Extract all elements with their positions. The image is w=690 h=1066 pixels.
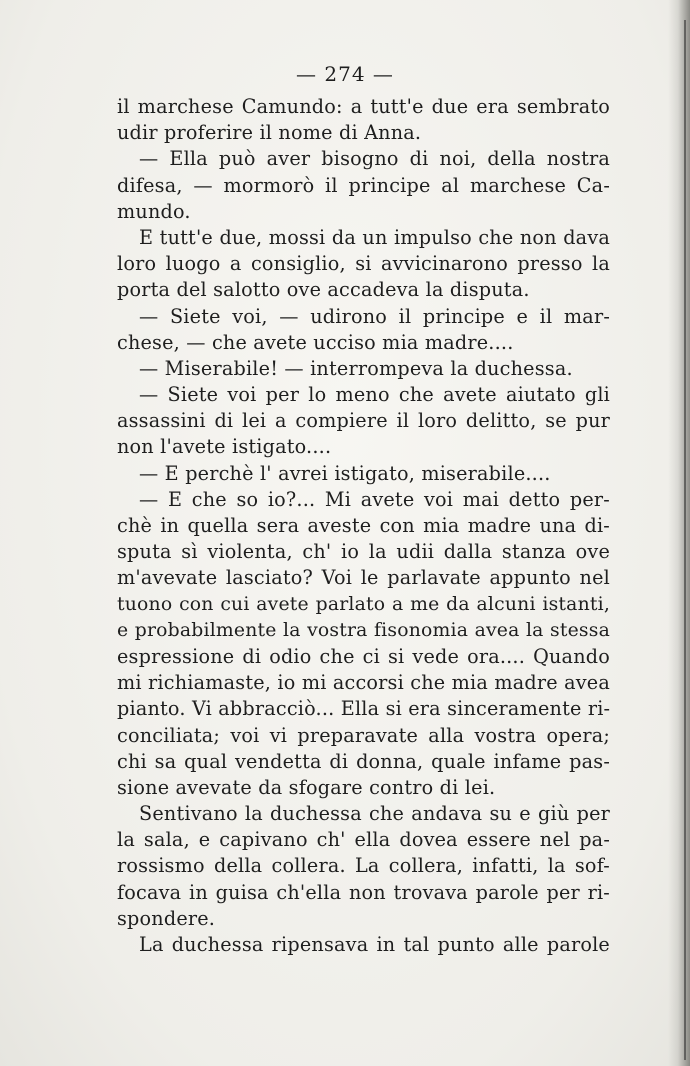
text-line: difesa, — mormorò il principe al marchese Ca- [117,173,610,197]
text-line: La duchessa ripensava in tal punto alle parole [139,933,610,956]
text-line: sione avevate da sfogare contro di lei. [117,775,496,799]
text-line: mi richiamaste, io mi accorsi che mia madre avea [117,671,610,695]
text-line: tuono con cui avete parlato a me da alcuni istanti, [117,593,610,615]
page-number: — 274 — [296,62,394,86]
text-line: espressione di odio che ci si vede ora.... Quando [117,644,610,668]
text-line: il marchese Camundo: a tutt'e due era sembrato [117,95,610,118]
text-line: — Siete voi, — udirono il principe e il mar- [139,304,610,328]
text-line: — E che so io?... Mi avete voi mai detto per- [139,487,610,511]
text-line: — E perchè l' avrei istigato, miserabile.... [139,461,551,485]
page-edge-shadow [668,0,690,1066]
page-edge-line [684,20,686,1060]
text-line: loro luogo a consiglio, si avvicinarono presso la [117,252,610,276]
text-line: rossismo della collera. La collera, infatti, la sof- [117,854,610,878]
text-line: m'avevate lasciato? Voi le parlavate appunto nel [117,566,610,590]
text-line: pianto. Vi abbracciò... Ella si era sinceramente ri- [117,697,611,721]
text-line: non l'avete istigato.... [117,435,332,459]
text-line: spondere. [117,906,216,930]
text-line: — Siete voi per lo meno che avete aiutato gli [139,383,610,407]
text-line: porta del salotto ove accadeva la disputa. [117,278,530,302]
body-text [117,94,610,958]
text-line: Sentivano la duchessa che andava su e giù per [139,802,610,826]
text-line: udir proferire il nome di Anna. [117,121,422,145]
text-line: mundo. [117,199,191,223]
text-line: — Ella può aver bisogno di noi, della nostra [139,147,610,171]
text-line: sputa sì violenta, ch' io la udii dalla stanza ove [117,540,610,564]
text-line: E tutt'e due, mossi da un impulso che non dava [139,225,610,249]
text-line: chi sa qual vendetta di donna, quale infame pas- [117,749,610,773]
text-line: — Miserabile! — interrompeva la duchessa. [139,356,573,380]
text-line: e probabilmente la vostra fisonomia avea la stessa [117,619,610,641]
text-line: focava in guisa ch'ella non trovava parole per ri- [117,880,610,904]
text-line: la sala, e capivano ch' ella dovea essere nel pa- [117,828,610,852]
text-line: conciliata; voi vi preparavate alla vostra opera; [117,723,610,747]
text-line: assassini di lei a compiere il loro delitto, se pur [117,409,610,433]
text-line: chè in quella sera aveste con mia madre una di- [117,514,610,537]
text-line: chese, — che avete ucciso mia madre.... [117,330,514,354]
